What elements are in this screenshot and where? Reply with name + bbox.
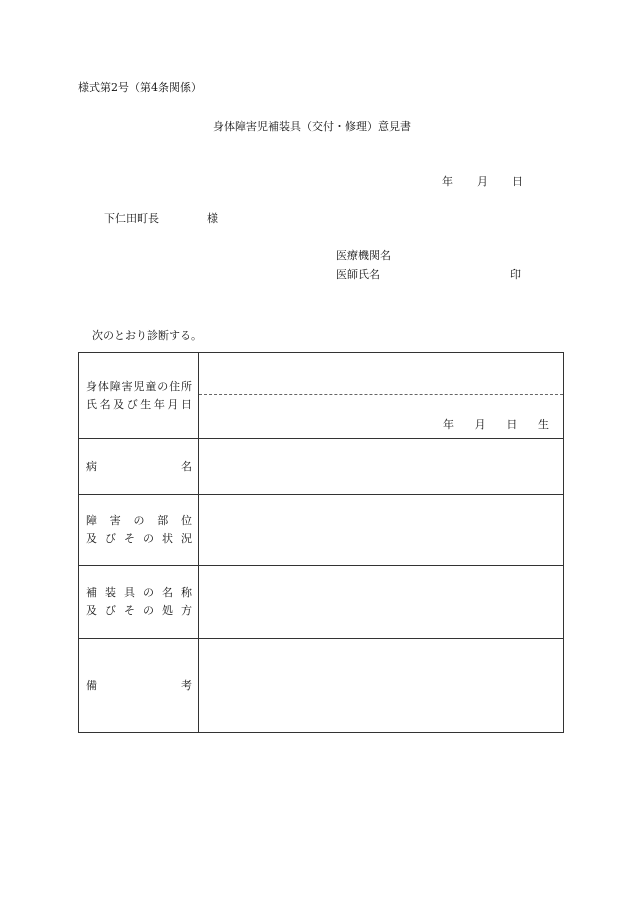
label-line-address: 身 体 障 害 児 童 の 住 所 bbox=[86, 379, 192, 393]
label-line-device-name: 補 装 具 の 名 称 bbox=[86, 586, 192, 600]
row-disease-name bbox=[79, 439, 564, 495]
opinion-form-table bbox=[78, 352, 564, 733]
label-line-prescription: 及 び そ の 処 方 bbox=[86, 604, 192, 617]
addressee-name: 下仁田町長 bbox=[104, 212, 159, 225]
date-month: 月 bbox=[477, 175, 488, 188]
intro-text: 次のとおり診断する。 bbox=[92, 329, 202, 342]
date-day: 日 bbox=[512, 175, 523, 188]
label-device-prescription bbox=[79, 566, 199, 639]
row-remarks bbox=[79, 639, 564, 733]
label-disease-name: 病 名 bbox=[79, 439, 199, 495]
value-remarks[interactable] bbox=[199, 639, 564, 733]
value-device-prescription[interactable] bbox=[199, 566, 564, 639]
label-line-condition: 及 び そ の 状 況 bbox=[86, 532, 192, 545]
label-address-name-dob bbox=[79, 353, 199, 439]
dashed-divider bbox=[199, 394, 563, 395]
document-title: 身体障害児補装具（交付・修理）意見書 bbox=[213, 120, 411, 133]
row-disability-site bbox=[79, 495, 564, 566]
addressee-honorific: 様 bbox=[207, 212, 218, 225]
row-device-prescription bbox=[79, 566, 564, 639]
value-address-name-dob[interactable] bbox=[199, 353, 564, 439]
form-number: 様式第2号（第4条関係） bbox=[78, 81, 202, 94]
date-year: 年 bbox=[442, 175, 453, 188]
label-disability-site bbox=[79, 495, 199, 566]
institution-label: 医療機関名 bbox=[336, 249, 391, 262]
doctor-name-label: 医師氏名 bbox=[336, 268, 380, 281]
seal-mark: 印 bbox=[510, 268, 521, 281]
value-disease-name[interactable] bbox=[199, 439, 564, 495]
label-remarks: 備 考 bbox=[79, 639, 199, 733]
row-address-name-dob bbox=[79, 353, 564, 439]
label-line-name-dob: 氏 名 及 び 生 年 月 日 bbox=[86, 397, 192, 411]
value-disability-site[interactable] bbox=[199, 495, 564, 566]
label-line-site: 障 害 の 部 位 bbox=[86, 514, 192, 528]
dob-line: 年 月 日 生 bbox=[443, 418, 549, 431]
